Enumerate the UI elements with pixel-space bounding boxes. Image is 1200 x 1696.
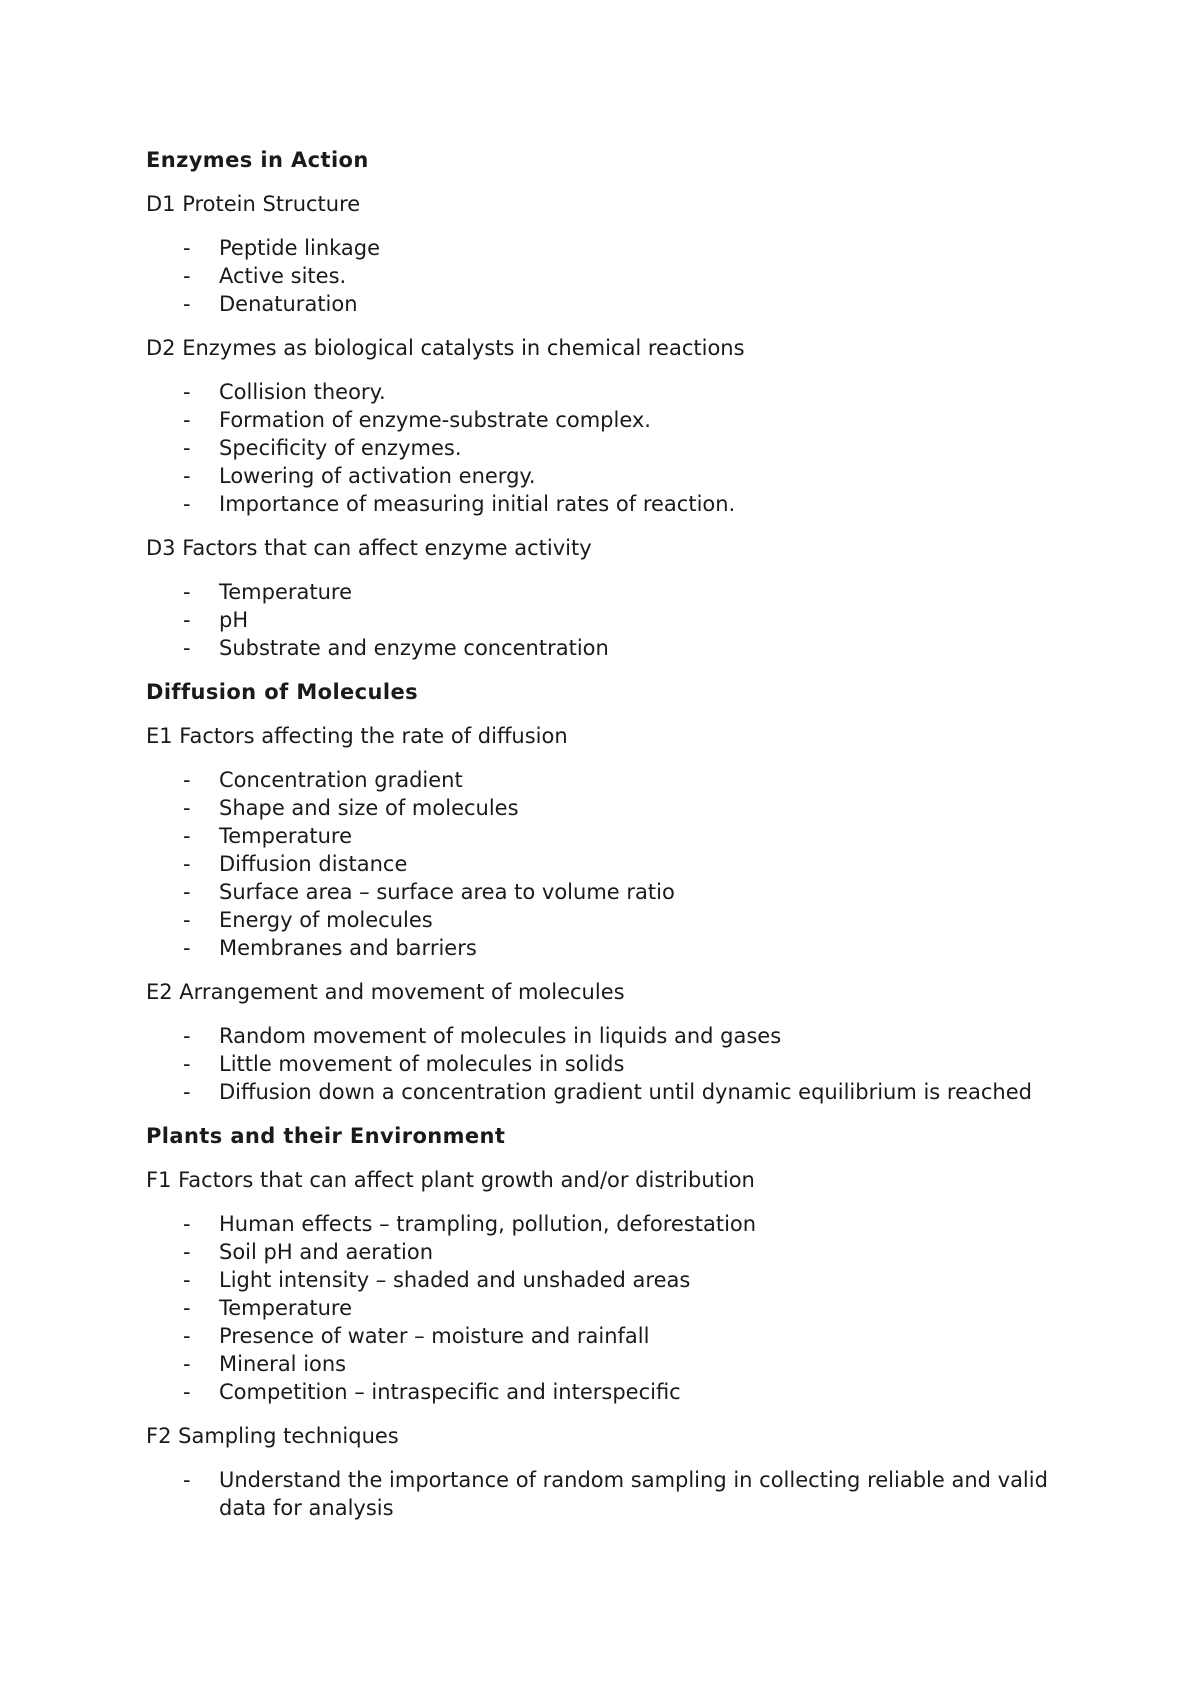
dash-bullet-icon: - (183, 1080, 191, 1104)
dash-bullet-icon: - (183, 1212, 191, 1236)
list-item-text: Little movement of molecules in solids (219, 1052, 625, 1076)
dash-bullet-icon: - (183, 1352, 191, 1376)
list-item (146, 1022, 1066, 1050)
list-item-text: Understand the importance of random sampling in collecting reliable and valid data for analysis (219, 1468, 1048, 1520)
dash-bullet-icon: - (183, 796, 191, 820)
section-title: Diffusion of Molecules (146, 680, 419, 704)
list-item (146, 634, 1066, 662)
list-item-text: Energy of molecules (219, 908, 433, 932)
dash-bullet-icon: - (183, 464, 191, 488)
list-item-text: Temperature (219, 824, 353, 848)
list-item (146, 578, 1066, 606)
list-item (146, 794, 1066, 822)
list-item (146, 234, 1066, 262)
dash-bullet-icon: - (183, 1268, 191, 1292)
list-item (146, 1210, 1066, 1238)
list-item-text: Concentration gradient (219, 768, 463, 792)
list-item (146, 1378, 1066, 1406)
dash-bullet-icon: - (183, 1380, 191, 1404)
topic-heading: D2 Enzymes as biological catalysts in chemical reactions (146, 336, 745, 360)
list-item-text: Collision theory. (219, 380, 386, 404)
dash-bullet-icon: - (183, 880, 191, 904)
dash-bullet-icon: - (183, 492, 191, 516)
list-item (146, 490, 1066, 518)
list-item-text: Shape and size of molecules (219, 796, 519, 820)
list-item (146, 878, 1066, 906)
dash-bullet-icon: - (183, 380, 191, 404)
topic-heading: E2 Arrangement and movement of molecules (146, 980, 625, 1004)
list-item (146, 850, 1066, 878)
dash-bullet-icon: - (183, 1468, 191, 1492)
list-item (146, 378, 1066, 406)
list-item-text: Light intensity – shaded and unshaded areas (219, 1268, 691, 1292)
dash-bullet-icon: - (183, 852, 191, 876)
topic-list (146, 1210, 1066, 1406)
list-item-text: Membranes and barriers (219, 936, 477, 960)
list-item-text: Presence of water – moisture and rainfall (219, 1324, 650, 1348)
dash-bullet-icon: - (183, 292, 191, 316)
document-page (146, 146, 1066, 1538)
dash-bullet-icon: - (183, 1296, 191, 1320)
list-item (146, 1050, 1066, 1078)
list-item (146, 406, 1066, 434)
list-item-text: Peptide linkage (219, 236, 381, 260)
list-item-text: Surface area – surface area to volume ratio (219, 880, 675, 904)
dash-bullet-icon: - (183, 408, 191, 432)
list-item-text: Denaturation (219, 292, 358, 316)
topic-list (146, 234, 1066, 318)
list-item (146, 462, 1066, 490)
list-item-text: Temperature (219, 1296, 353, 1320)
topic-list (146, 1022, 1066, 1106)
topic-heading: F2 Sampling techniques (146, 1424, 399, 1448)
list-item-text: Competition – intraspecific and interspecific (219, 1380, 681, 1404)
list-item (146, 1294, 1066, 1322)
dash-bullet-icon: - (183, 908, 191, 932)
topic-list (146, 766, 1066, 962)
list-item-text: Diffusion down a concentration gradient until dynamic equilibrium is reached (219, 1080, 1032, 1104)
dash-bullet-icon: - (183, 768, 191, 792)
list-item (146, 1350, 1066, 1378)
dash-bullet-icon: - (183, 824, 191, 848)
list-item (146, 290, 1066, 318)
dash-bullet-icon: - (183, 580, 191, 604)
list-item-text: Temperature (219, 580, 353, 604)
dash-bullet-icon: - (183, 608, 191, 632)
list-item (146, 434, 1066, 462)
list-item (146, 766, 1066, 794)
dash-bullet-icon: - (183, 264, 191, 288)
list-item-text: Specificity of enzymes. (219, 436, 462, 460)
list-item (146, 1322, 1066, 1350)
dash-bullet-icon: - (183, 236, 191, 260)
topic-list (146, 578, 1066, 662)
list-item (146, 1238, 1066, 1266)
section-title: Enzymes in Action (146, 148, 369, 172)
list-item (146, 822, 1066, 850)
list-item-text: Human effects – trampling, pollution, deforestation (219, 1212, 757, 1236)
list-item (146, 906, 1066, 934)
topic-list (146, 1466, 1066, 1522)
dash-bullet-icon: - (183, 1052, 191, 1076)
list-item (146, 606, 1066, 634)
list-item (146, 1078, 1066, 1106)
list-item-text: Mineral ions (219, 1352, 347, 1376)
list-item-text: Lowering of activation energy. (219, 464, 536, 488)
topic-heading: D1 Protein Structure (146, 192, 361, 216)
topic-list (146, 378, 1066, 518)
list-item-text: Active sites. (219, 264, 347, 288)
list-item-text: Diffusion distance (219, 852, 408, 876)
dash-bullet-icon: - (183, 436, 191, 460)
topic-heading: E1 Factors affecting the rate of diffusion (146, 724, 568, 748)
list-item-text: Importance of measuring initial rates of reaction. (219, 492, 736, 516)
dash-bullet-icon: - (183, 1024, 191, 1048)
dash-bullet-icon: - (183, 636, 191, 660)
topic-heading: F1 Factors that can affect plant growth and/or distribution (146, 1168, 755, 1192)
list-item-text: Random movement of molecules in liquids and gases (219, 1024, 782, 1048)
list-item-text: Substrate and enzyme concentration (219, 636, 609, 660)
list-item-text: pH (219, 608, 249, 632)
list-item (146, 1466, 1066, 1522)
dash-bullet-icon: - (183, 1324, 191, 1348)
dash-bullet-icon: - (183, 1240, 191, 1264)
list-item-text: Formation of enzyme-substrate complex. (219, 408, 651, 432)
list-item (146, 934, 1066, 962)
dash-bullet-icon: - (183, 936, 191, 960)
topic-heading: D3 Factors that can affect enzyme activity (146, 536, 592, 560)
list-item (146, 262, 1066, 290)
list-item (146, 1266, 1066, 1294)
list-item-text: Soil pH and aeration (219, 1240, 434, 1264)
section-title: Plants and their Environment (146, 1124, 506, 1148)
